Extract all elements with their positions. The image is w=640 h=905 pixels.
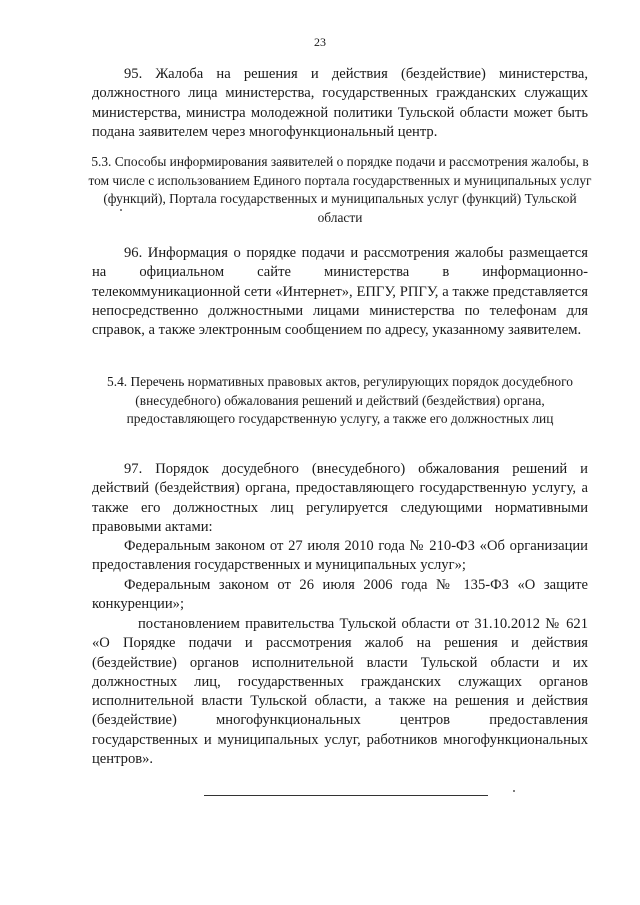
paragraph-95: 95. Жалоба на решения и действия (бездействие) министерства, должностного лица министерства, государственных гражданских служащих министерства, министра молодежной политики Тульской области может быть подана заявителем через многофункциональный центр.: [92, 66, 588, 140]
end-of-text-rule: [204, 795, 488, 796]
law-210-fz: Федеральным законом от 27 июля 2010 года № 210-ФЗ «Об организации предоставления государственных и муниципальных услуг»;: [92, 538, 588, 574]
paragraph-96: 96. Информация о порядке подачи и рассмотрения жалобы размещается на официальном сайте министерства в информационно-телекоммуникационной сети «Интернет», ЕПГУ, РПГУ, а также представляется непосредственно должностными лицами министерства по телефонам для справок, а также электронным сообщением по адресу, указанному заявителем.: [92, 245, 588, 339]
scan-speck: [513, 790, 515, 792]
page-number: 23: [314, 35, 326, 49]
section-heading-5-4: 5.4. Перечень нормативных правовых актов, регулирующих порядок досудебного (внесудебного) обжалования решений и действий (бездействия) органа, предоставляющего государственную услугу, а также его должностных лиц: [107, 374, 573, 426]
law-135-fz: Федеральным законом от 26 июля 2006 года № 135-ФЗ «О защите конкуренции»;: [92, 577, 588, 613]
section-heading-5-3: 5.3. Способы информирования заявителей о порядке подачи и рассмотрения жалобы, в том числе с использованием Единого портала государственных и муниципальных услуг (функций), Портала государственных и муниципальных услуг (функций) Тульской области: [88, 154, 592, 225]
paragraph-97: 97. Порядок досудебного (внесудебного) обжалования решений и действий (бездействия) органа, предоставляющего государственную услугу, а также его должностных лиц регулируется следующими нормативными правовыми актами:: [92, 461, 588, 535]
resolution-621: постановлением правительства Тульской области от 31.10.2012 № 621 «О Порядке подачи и рассмотрения жалоб на решения и действия (бездействие) органов исполнительной власти Тульской области и их должностных лиц, государственных гражданских служащих органов исполнительной власти Тульской области, а также на решения и действия (бездействие) многофункциональных центров предоставления государственных и муниципальных услуг, работников многофункциональных центров».: [92, 616, 588, 768]
scan-speck: [120, 209, 122, 211]
